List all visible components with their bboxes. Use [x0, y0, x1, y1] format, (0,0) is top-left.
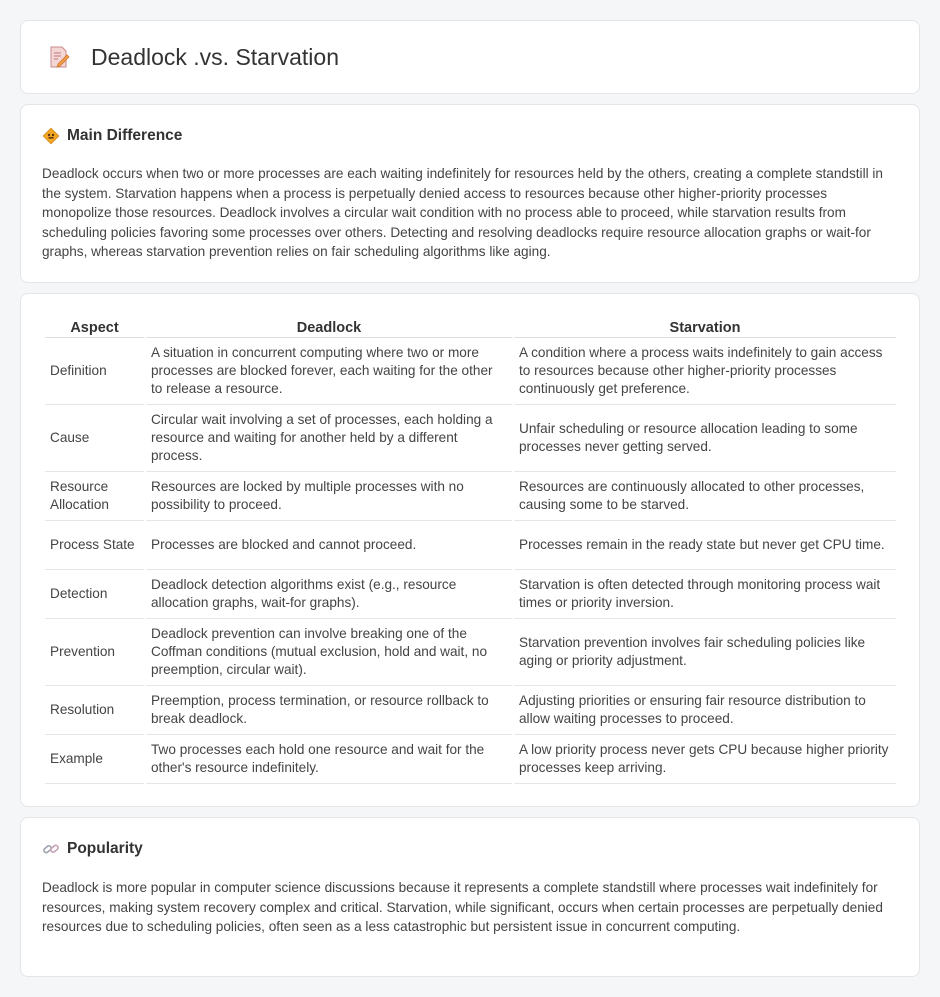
cell-deadlock: Preemption, process termination, or resource rollback to break deadlock.: [146, 686, 512, 735]
cell-aspect: Definition: [45, 338, 144, 405]
table-row: [45, 686, 896, 735]
cell-deadlock: Deadlock detection algorithms exist (e.g., resource allocation graphs, wait-for graphs).: [146, 570, 512, 619]
cell-aspect: Example: [45, 735, 144, 784]
main-difference-text: Deadlock occurs when two or more processes are each waiting indefinitely for resources held by the others, creating a complete standstill in the system. Starvation happens when a process is perpetually denied access to resources because other higher-priority processes monopolize those resources. Deadlock involves a circular wait condition with no process able to proceed, while starvation results from scheduling policies favoring some processes over others. Detecting and resolving deadlocks require resource allocation graphs or wait-for graphs, whereas starvation prevention relies on fair scheduling algorithms like aging.: [42, 166, 883, 260]
main-difference-card: [20, 104, 920, 283]
popularity-title: Popularity: [67, 840, 143, 857]
cell-aspect: Resolution: [45, 686, 144, 735]
comparison-card: [20, 293, 920, 807]
table-row: [45, 472, 896, 521]
table-row: [45, 570, 896, 619]
main-difference-title: Main Difference: [67, 127, 183, 144]
cell-starvation: Unfair scheduling or resource allocation leading to some processes never getting served.: [514, 405, 896, 472]
cell-aspect: Cause: [45, 405, 144, 472]
cell-deadlock: Two processes each hold one resource and wait for the other's resource indefinitely.: [146, 735, 512, 784]
cell-deadlock: A situation in concurrent computing where two or more processes are blocked forever, each waiting for the other to release a resource.: [146, 338, 512, 405]
popularity-card: [20, 817, 920, 977]
popularity-text: Deadlock is more popular in computer science discussions because it represents a complete standstill where processes wait indefinitely for resources, making system recovery complex and critical. Starvation, while significant, occurs when certain processes are perpetually denied resources due to scheduling policies, often seen as a less catastrophic but persistent issue in concurrent computing.: [42, 880, 883, 935]
cell-deadlock: Processes are blocked and cannot proceed.: [146, 521, 512, 570]
table-row: [45, 338, 896, 405]
cell-starvation: Starvation is often detected through monitoring process wait times or priority inversion.: [514, 570, 896, 619]
link-icon: [42, 840, 60, 858]
document-edit-icon: [47, 45, 71, 69]
column-header-aspect: Aspect: [45, 316, 144, 338]
cell-starvation: Resources are continuously allocated to other processes, causing some to be starved.: [514, 472, 896, 521]
table-row: [45, 405, 896, 472]
column-header-starvation: Starvation: [514, 316, 896, 338]
page-title: Deadlock .vs. Starvation: [91, 43, 340, 70]
table-row: [45, 735, 896, 784]
table-header-row: [45, 316, 896, 338]
table-row: [45, 521, 896, 570]
cell-deadlock: Circular wait involving a set of processes, each holding a resource and waiting for another held by a different process.: [146, 405, 512, 472]
cell-aspect: Resource Allocation: [45, 472, 144, 521]
column-header-deadlock: Deadlock: [146, 316, 512, 338]
cell-starvation: A condition where a process waits indefinitely to gain access to resources because other higher-priority processes continuously get preference.: [514, 338, 896, 405]
cell-deadlock: Deadlock prevention can involve breaking one of the Coffman conditions (mutual exclusion, hold and wait, no preemption, circular wait).: [146, 619, 512, 686]
cell-aspect: Detection: [45, 570, 144, 619]
cell-aspect: Prevention: [45, 619, 144, 686]
warning-sign-icon: [42, 127, 60, 145]
cell-deadlock: Resources are locked by multiple processes with no possibility to proceed.: [146, 472, 512, 521]
table-row: [45, 619, 896, 686]
cell-aspect: Process State: [45, 521, 144, 570]
cell-starvation: Processes remain in the ready state but never get CPU time.: [514, 521, 896, 570]
cell-starvation: Starvation prevention involves fair scheduling policies like aging or priority adjustment.: [514, 619, 896, 686]
comparison-table: [43, 316, 898, 784]
cell-starvation: A low priority process never gets CPU because higher priority processes keep arriving.: [514, 735, 896, 784]
header-card: [20, 20, 920, 94]
cell-starvation: Adjusting priorities or ensuring fair resource distribution to allow waiting processes to proceed.: [514, 686, 896, 735]
